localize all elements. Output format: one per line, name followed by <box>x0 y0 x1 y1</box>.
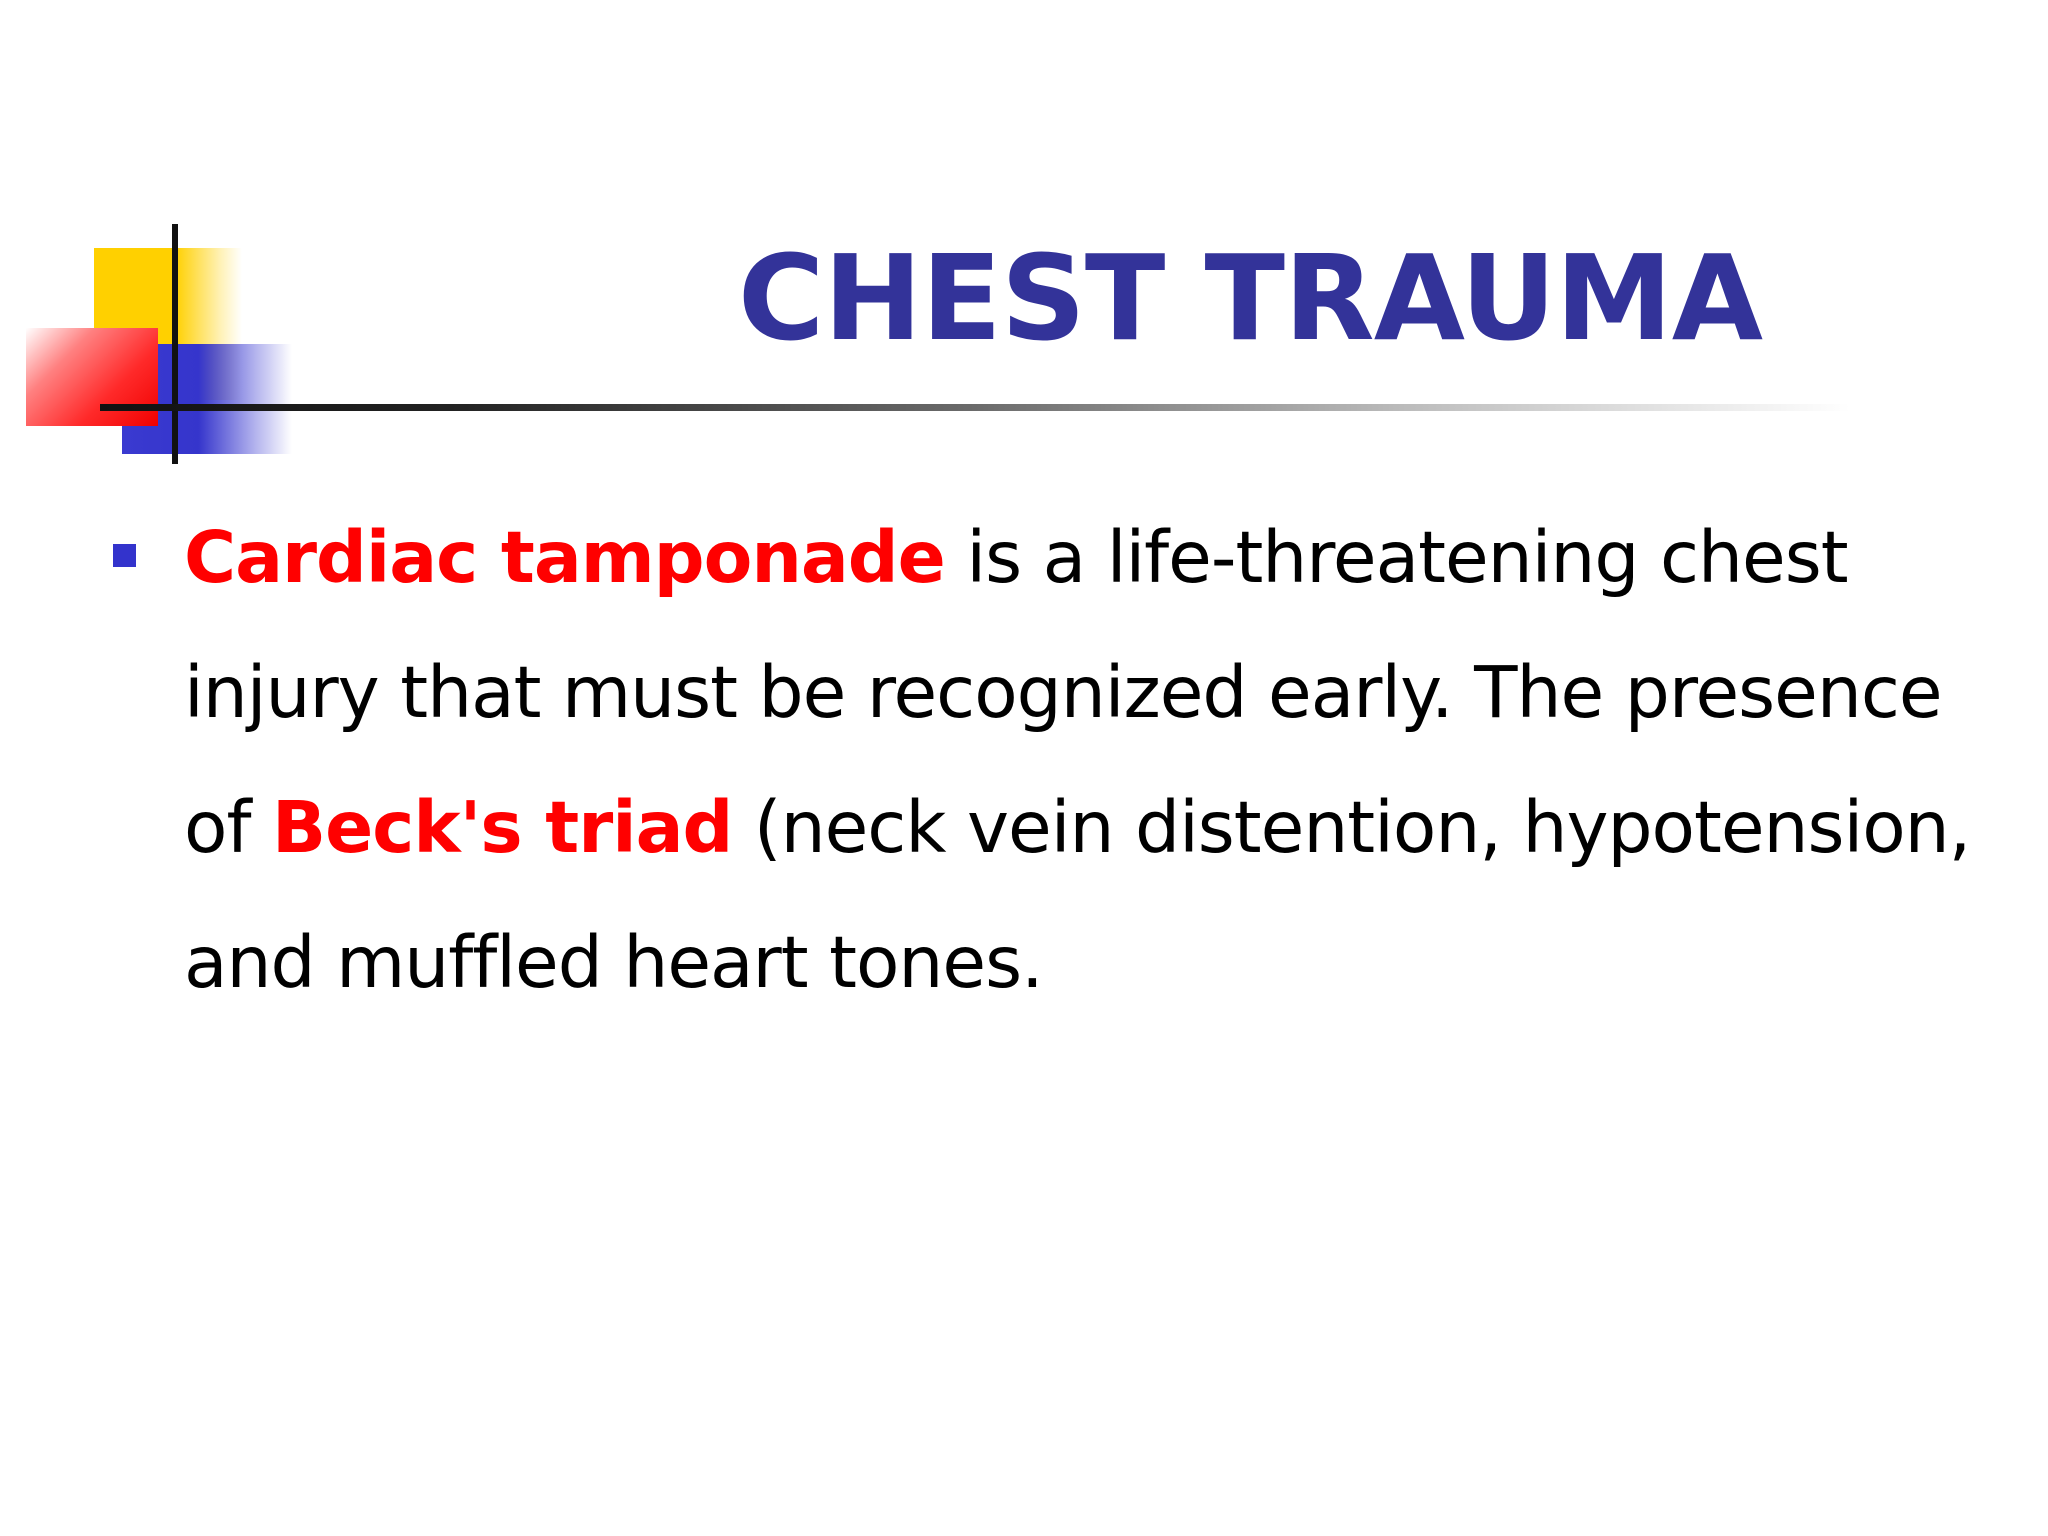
highlight-term-becks-triad: Beck's triad <box>272 786 733 869</box>
bullet-square-icon <box>113 544 136 567</box>
bullet-text-part-2: (neck vein distention, hypotension, and muffled heart tones. <box>184 786 1971 1004</box>
title-underline-rule <box>100 404 1850 411</box>
slide-title: CHEST TRAUMA <box>737 229 1763 367</box>
bullet-text-part-1: is a life-threatening chest injury that must be recognized early. The presence of <box>184 516 1942 869</box>
highlight-term-cardiac-tamponade: Cardiac tamponade <box>184 516 945 599</box>
bullet-text <box>184 490 2024 1030</box>
decorative-red-square <box>26 328 158 426</box>
decorative-vertical-line <box>172 224 178 464</box>
